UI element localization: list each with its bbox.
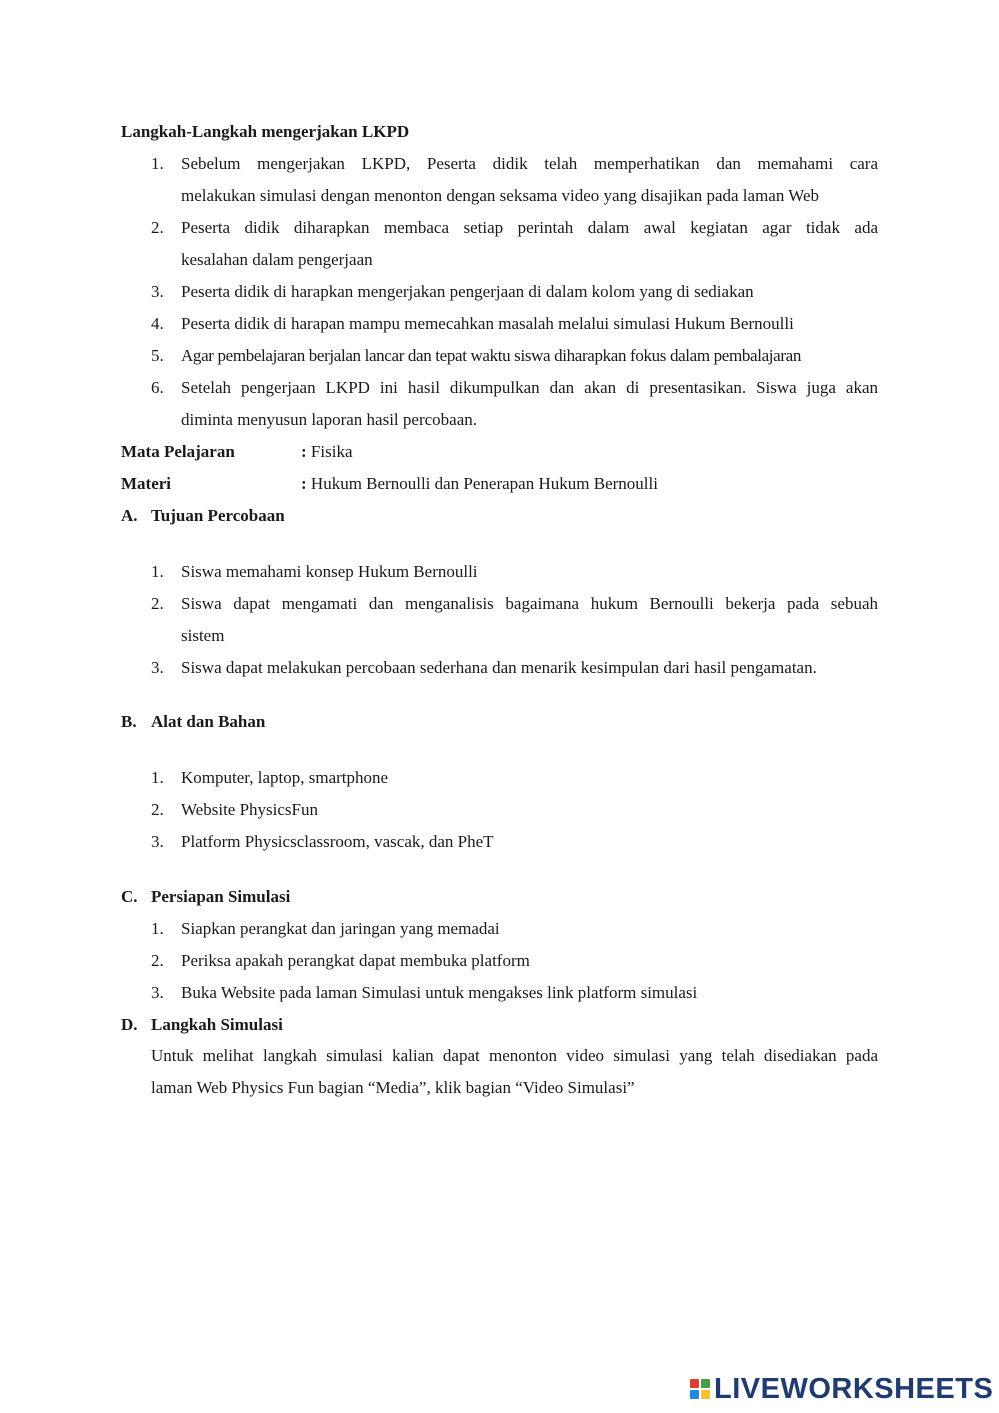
paragraph-line: laman Web Physics Fun bagian “Media”, klik bagian “Video Simulasi” bbox=[151, 1078, 635, 1097]
step-text bbox=[181, 372, 878, 436]
objective-text: Siswa dapat melakukan percobaan sederhana dan menarik kesimpulan dari hasil pengamatan. bbox=[181, 658, 817, 677]
logo-square-yellow bbox=[701, 1390, 710, 1399]
prep-number: 1. bbox=[151, 919, 164, 938]
step-line: Peserta didik diharapkan membaca setiap perintah dalam awal kegiatan agar tidak ada bbox=[181, 218, 878, 237]
step-line: diminta menyusun laporan hasil percobaan. bbox=[181, 410, 477, 429]
step-text: Peserta didik di harapan mampu memecahkan masalah melalui simulasi Hukum Bernoulli bbox=[181, 314, 794, 333]
subject-row bbox=[121, 441, 352, 463]
material-colon: : bbox=[301, 474, 307, 493]
objective-number: 3. bbox=[151, 658, 164, 677]
step-number: 1. bbox=[151, 154, 164, 173]
logo-square-blue bbox=[690, 1390, 699, 1399]
objective-line: Siswa dapat mengamati dan menganalisis bagaimana hukum Bernoulli bekerja pada sebuah bbox=[181, 594, 878, 613]
material-row bbox=[121, 473, 658, 495]
material-label: Materi bbox=[121, 474, 172, 493]
subject-value: Fisika bbox=[310, 442, 353, 461]
tool-text: Platform Physicsclassroom, vascak, dan PheT bbox=[181, 832, 494, 851]
step-number: 4. bbox=[151, 314, 164, 333]
prep-text: Periksa apakah perangkat dapat membuka platform bbox=[181, 951, 530, 970]
section-d-letter: D. bbox=[121, 1015, 138, 1034]
section-c-letter: C. bbox=[121, 887, 138, 906]
step-line: Sebelum mengerjakan LKPD, Peserta didik telah memperhatikan dan memahami cara bbox=[181, 154, 878, 173]
simulation-paragraph bbox=[151, 1040, 878, 1104]
section-d-title: Langkah Simulasi bbox=[151, 1015, 283, 1034]
objective-text: Siswa memahami konsep Hukum Bernoulli bbox=[181, 562, 478, 581]
tool-number: 2. bbox=[151, 800, 164, 819]
step-number: 6. bbox=[151, 378, 164, 397]
liveworksheets-logo[interactable] bbox=[690, 1372, 993, 1406]
tool-number: 3. bbox=[151, 832, 164, 851]
material-value: Hukum Bernoulli dan Penerapan Hukum Bernoulli bbox=[310, 474, 658, 493]
subject-label: Mata Pelajaran bbox=[121, 442, 235, 461]
section-a-title: Tujuan Percobaan bbox=[151, 506, 285, 525]
liveworksheets-logo-icon bbox=[690, 1379, 710, 1399]
step-number: 5. bbox=[151, 346, 164, 365]
section-c-title: Persiapan Simulasi bbox=[151, 887, 291, 906]
objective-number: 2. bbox=[151, 594, 164, 613]
step-line: kesalahan dalam pengerjaan bbox=[181, 250, 373, 269]
logo-square-red bbox=[690, 1379, 699, 1388]
objective-number: 1. bbox=[151, 562, 164, 581]
tool-number: 1. bbox=[151, 768, 164, 787]
step-text bbox=[181, 212, 878, 276]
prep-text: Siapkan perangkat dan jaringan yang memadai bbox=[181, 919, 500, 938]
step-text: Agar pembelajaran berjalan lancar dan tepat waktu siswa diharapkan fokus dalam pembalajaran bbox=[181, 346, 802, 365]
section-a-letter: A. bbox=[121, 506, 138, 525]
objective-line: sistem bbox=[181, 626, 225, 645]
tool-text: Website PhysicsFun bbox=[181, 800, 318, 819]
prep-number: 3. bbox=[151, 983, 164, 1002]
section-b-title: Alat dan Bahan bbox=[151, 712, 266, 731]
step-line: melakukan simulasi dengan menonton dengan seksama video yang disajikan pada laman Web bbox=[181, 186, 820, 205]
step-number: 2. bbox=[151, 218, 164, 237]
prep-number: 2. bbox=[151, 951, 164, 970]
paragraph-line: Untuk melihat langkah simulasi kalian dapat menonton video simulasi yang telah disediakan pada bbox=[151, 1046, 878, 1065]
step-text: Peserta didik di harapkan mengerjakan pengerjaan di dalam kolom yang di sediakan bbox=[181, 282, 754, 301]
prep-text: Buka Website pada laman Simulasi untuk mengakses link platform simulasi bbox=[181, 983, 698, 1002]
step-text bbox=[181, 148, 878, 212]
step-number: 3. bbox=[151, 282, 164, 301]
subject-colon: : bbox=[301, 442, 307, 461]
logo-text: LIVEWORKSHEETS bbox=[714, 1373, 994, 1405]
step-line: Setelah pengerjaan LKPD ini hasil dikumpulkan dan akan di presentasikan. Siswa juga akan bbox=[181, 378, 878, 397]
steps-title: Langkah-Langkah mengerjakan LKPD bbox=[121, 122, 410, 141]
logo-square-green bbox=[701, 1379, 710, 1388]
section-b-letter: B. bbox=[121, 712, 137, 731]
tool-text: Komputer, laptop, smartphone bbox=[181, 768, 389, 787]
objective-text bbox=[181, 588, 878, 652]
